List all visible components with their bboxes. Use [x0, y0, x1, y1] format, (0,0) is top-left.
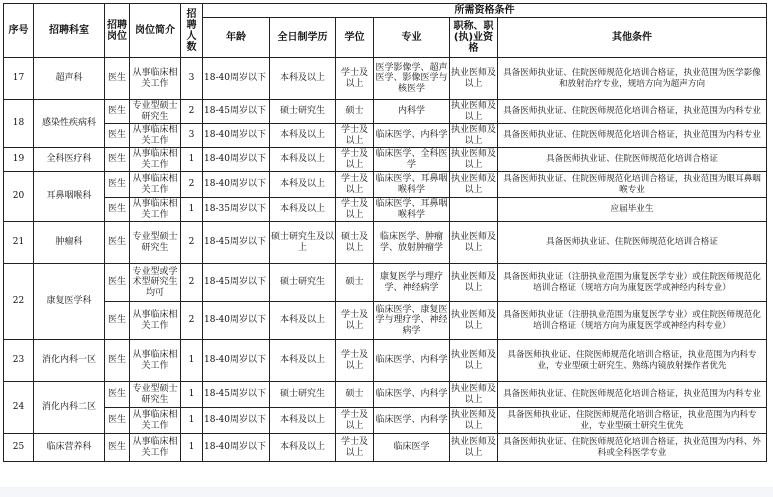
cell-dept: 耳鼻咽喉科	[34, 172, 105, 222]
recruitment-table	[3, 3, 767, 462]
cell-other: 具备医师执业证、住院医师规范化培训合格证，执业范围为内科专业，专业型硕士研究生、熟练内镜放射操作者优先	[498, 340, 767, 382]
cell-degree: 学士及以上	[336, 124, 374, 148]
cell-title: 执业医师及以上	[450, 340, 498, 382]
cell-other: 具备医师执业证、住院医师规范化培训合格证，执业范围为内科专业，专业型硕士研究生优先	[498, 408, 767, 434]
cell-other: 具备医师执业证、住院医师规范化培训合格证，执业范围为医学影像和放射治疗专业，规培方向为超声方向	[498, 58, 767, 100]
cell-no: 22	[4, 264, 34, 340]
cell-desc: 从事临床相关工作	[130, 172, 181, 198]
cell-age: 18-45周岁以下	[203, 382, 270, 408]
table-row	[4, 148, 767, 172]
cell-degree: 学士及以上	[336, 198, 374, 222]
cell-count: 3	[181, 58, 203, 100]
cell-title: 执业医师及以上	[450, 434, 498, 462]
header-age: 年龄	[203, 18, 270, 58]
cell-degree: 学士及以上	[336, 302, 374, 340]
header-post: 招聘岗位	[105, 4, 130, 58]
cell-other: 具备医师执业证、住院医师规范化培训合格证	[498, 222, 767, 264]
cell-age: 18-45周岁以下	[203, 264, 270, 302]
cell-degree: 学士及以上	[336, 148, 374, 172]
cell-count: 2	[181, 302, 203, 340]
table-row	[4, 124, 767, 148]
cell-desc: 从事临床相关工作	[130, 148, 181, 172]
cell-age: 18-40周岁以下	[203, 434, 270, 462]
cell-no: 17	[4, 58, 34, 100]
cell-edu: 本科及以上	[270, 302, 336, 340]
cell-post: 医生	[105, 434, 130, 462]
cell-edu: 硕士研究生	[270, 382, 336, 408]
table-row	[4, 264, 767, 302]
cell-edu: 硕士研究生	[270, 100, 336, 124]
table-row	[4, 222, 767, 264]
header-desc: 岗位简介	[130, 4, 181, 58]
cell-other: 具备医师执业证（注册执业范围为康复医学专业）或住院医师规范化培训合格证（规培方向为康复医学或神经内科专业）	[498, 302, 767, 340]
cell-post: 医生	[105, 100, 130, 124]
cell-other: 具备医师执业证、住院医师规范化培训合格证	[498, 148, 767, 172]
cell-count: 3	[181, 124, 203, 148]
cell-title: 执业医师及以上	[450, 264, 498, 302]
cell-no: 19	[4, 148, 34, 172]
cell-major: 临床医学、肿瘤学、放射肿瘤学	[374, 222, 450, 264]
table-row	[4, 198, 767, 222]
cell-post: 医生	[105, 302, 130, 340]
cell-age: 18-40周岁以下	[203, 408, 270, 434]
header-row-top	[4, 4, 767, 18]
cell-other: 具备医师执业证、住院医师规范化培训合格证，执业范围为内科专业	[498, 382, 767, 408]
cell-major: 临床医学、耳鼻咽喉科学	[375, 199, 448, 220]
table-row	[4, 408, 767, 434]
table-row	[4, 100, 767, 124]
cell-major: 临床医学、耳鼻咽喉科学	[374, 172, 450, 198]
cell-title: 执业医师及以上	[451, 149, 497, 170]
cell-degree: 硕士	[336, 100, 374, 124]
cell-other: 具备医师执业证、住院医师规范化培训合格证，执业范围为内科、外科或全科医学专业	[498, 434, 767, 462]
cell-title: 执业医师及以上	[450, 58, 498, 100]
table-row	[4, 382, 767, 408]
table-row	[4, 434, 767, 462]
cell-desc: 专业型硕士研究生	[130, 222, 181, 264]
cell-edu: 本科及以上	[270, 172, 336, 198]
cell-post: 医生	[105, 148, 130, 172]
cell-dept: 全科医疗科	[34, 148, 105, 172]
cell-post: 医生	[105, 264, 130, 302]
cell-title: 执业医师及以上	[451, 125, 497, 146]
cell-degree: 硕士及以上	[336, 222, 374, 264]
cell-post: 医生	[105, 382, 130, 408]
cell-age: 18-40周岁以下	[203, 58, 270, 100]
cell-desc: 专业型硕士研究生	[130, 382, 181, 408]
cell-no: 25	[4, 434, 34, 462]
cell-major: 临床医学、内科学	[374, 340, 450, 382]
cell-dept: 消化内科二区	[34, 382, 105, 434]
cell-title: 执业医师及以上	[450, 382, 498, 408]
cell-desc: 专业型硕士研究生	[130, 100, 181, 124]
cell-no: 24	[4, 382, 34, 434]
cell-count: 2	[181, 222, 203, 264]
cell-post: 医生	[105, 58, 130, 100]
cell-major: 康复医学与理疗学、神经病学	[374, 264, 450, 302]
cell-title: 执业医师及以上	[450, 172, 498, 198]
cell-post: 医生	[105, 172, 130, 198]
cell-major: 临床医学、全科医学	[375, 149, 448, 170]
cell-major: 临床医学、内科学	[374, 382, 450, 408]
cell-degree: 学士及以上	[336, 434, 374, 462]
cell-post: 医生	[105, 198, 130, 222]
cell-edu: 本科及以上	[270, 198, 336, 222]
cell-major: 医学影像学、超声医学、影像医学与核医学	[374, 58, 450, 100]
cell-dept: 肿瘤科	[34, 222, 105, 264]
cell-other: 具备医师执业证、住院医师规范化培训合格证，执业范围为内科专业	[498, 124, 767, 148]
cell-edu: 硕士研究生及以上	[270, 222, 336, 264]
cell-age: 18-45周岁以下	[203, 222, 270, 264]
cell-no: 18	[4, 100, 34, 148]
cell-post: 医生	[105, 222, 130, 264]
cell-count: 1	[181, 198, 203, 222]
cell-other: 具备医师执业证、住院医师规范化培训合格证，执业范围为眼耳鼻咽喉专业	[498, 172, 767, 198]
cell-no: 21	[4, 222, 34, 264]
cell-major: 临床医学、内科学	[374, 408, 450, 434]
page-bottom-strip	[0, 487, 773, 497]
cell-dept: 消化内科一区	[34, 340, 105, 382]
cell-other: 应届毕业生	[498, 198, 767, 222]
header-title: 职称、职(执)业资格	[450, 18, 498, 58]
cell-count: 1	[181, 434, 203, 462]
header-degree: 学位	[336, 18, 374, 58]
cell-post: 医生	[105, 340, 130, 382]
cell-title	[450, 198, 498, 222]
cell-count: 1	[181, 408, 203, 434]
cell-desc: 从事临床相关工作	[130, 198, 181, 222]
cell-major: 内科学	[374, 100, 450, 124]
cell-age: 18-35周岁以下	[203, 198, 270, 222]
cell-count: 2	[181, 100, 203, 124]
cell-desc: 专业型或学术型研究生均可	[130, 264, 181, 302]
cell-edu: 本科及以上	[270, 58, 336, 100]
cell-desc: 从事临床相关工作	[130, 434, 181, 462]
cell-desc: 从事临床相关工作	[130, 408, 181, 434]
recruitment-table-container	[3, 3, 767, 462]
cell-other: 具备医师执业证、住院医师规范化培训合格证，执业范围为内科专业	[498, 100, 767, 124]
cell-edu: 本科及以上	[270, 340, 336, 382]
cell-no: 20	[4, 172, 34, 222]
cell-degree: 学士及以上	[336, 172, 374, 198]
header-dept: 招聘科室	[34, 4, 105, 58]
header-count: 招聘人数	[181, 4, 203, 58]
cell-post: 医生	[105, 124, 130, 148]
header-major: 专业	[374, 18, 450, 58]
cell-count: 1	[181, 148, 203, 172]
cell-age: 18-40周岁以下	[203, 124, 270, 148]
header-edu: 全日制学历	[270, 18, 336, 58]
cell-degree: 硕士	[336, 264, 374, 302]
cell-age: 18-40周岁以下	[203, 148, 270, 172]
cell-count: 2	[181, 264, 203, 302]
cell-age: 18-40周岁以下	[203, 172, 270, 198]
cell-major: 临床医学、内科学	[374, 124, 450, 148]
cell-major: 临床医学、康复医学与理疗学、神经病学	[374, 302, 450, 340]
cell-dept: 超声科	[34, 58, 105, 100]
table-row	[4, 302, 767, 340]
table-row	[4, 172, 767, 198]
header-qualification-group: 所需资格条件	[203, 4, 767, 18]
cell-title: 执业医师及以上	[451, 101, 497, 122]
cell-count: 1	[181, 340, 203, 382]
cell-edu: 本科及以上	[270, 434, 336, 462]
cell-edu: 本科及以上	[270, 148, 336, 172]
cell-dept: 临床营养科	[34, 434, 105, 462]
cell-title: 执业医师及以上	[450, 408, 498, 434]
cell-other: 具备医师执业证（注册执业范围为康复医学专业）或住院医师规范化培训合格证（规培方向为康复医学或神经内科专业）	[498, 264, 767, 302]
cell-no: 23	[4, 340, 34, 382]
cell-age: 18-40周岁以下	[203, 340, 270, 382]
cell-desc: 从事临床相关工作	[130, 340, 181, 382]
header-no: 序号	[4, 4, 34, 58]
cell-edu: 硕士研究生	[270, 264, 336, 302]
cell-dept: 感染性疾病科	[34, 100, 105, 148]
cell-count: 1	[181, 382, 203, 408]
cell-age: 18-45周岁以下	[203, 100, 270, 124]
cell-desc: 从事临床相关工作	[130, 124, 181, 148]
cell-post: 医生	[105, 408, 130, 434]
cell-age: 18-40周岁以下	[203, 302, 270, 340]
cell-desc: 从事临床相关工作	[130, 302, 181, 340]
cell-degree: 学士及以上	[336, 408, 374, 434]
cell-degree: 硕士	[336, 382, 374, 408]
cell-edu: 本科及以上	[270, 408, 336, 434]
cell-major: 临床医学	[374, 434, 450, 462]
header-other: 其他条件	[498, 18, 767, 58]
cell-count: 2	[181, 172, 203, 198]
table-row	[4, 340, 767, 382]
cell-dept: 康复医学科	[34, 264, 105, 340]
cell-desc: 从事临床相关工作	[130, 58, 181, 100]
cell-degree: 学士及以上	[336, 340, 374, 382]
cell-degree: 学士及以上	[336, 58, 374, 100]
cell-edu: 本科及以上	[270, 124, 336, 148]
cell-title: 执业医师及以上	[450, 222, 498, 264]
cell-title: 执业医师及以上	[450, 302, 498, 340]
table-row	[4, 58, 767, 100]
